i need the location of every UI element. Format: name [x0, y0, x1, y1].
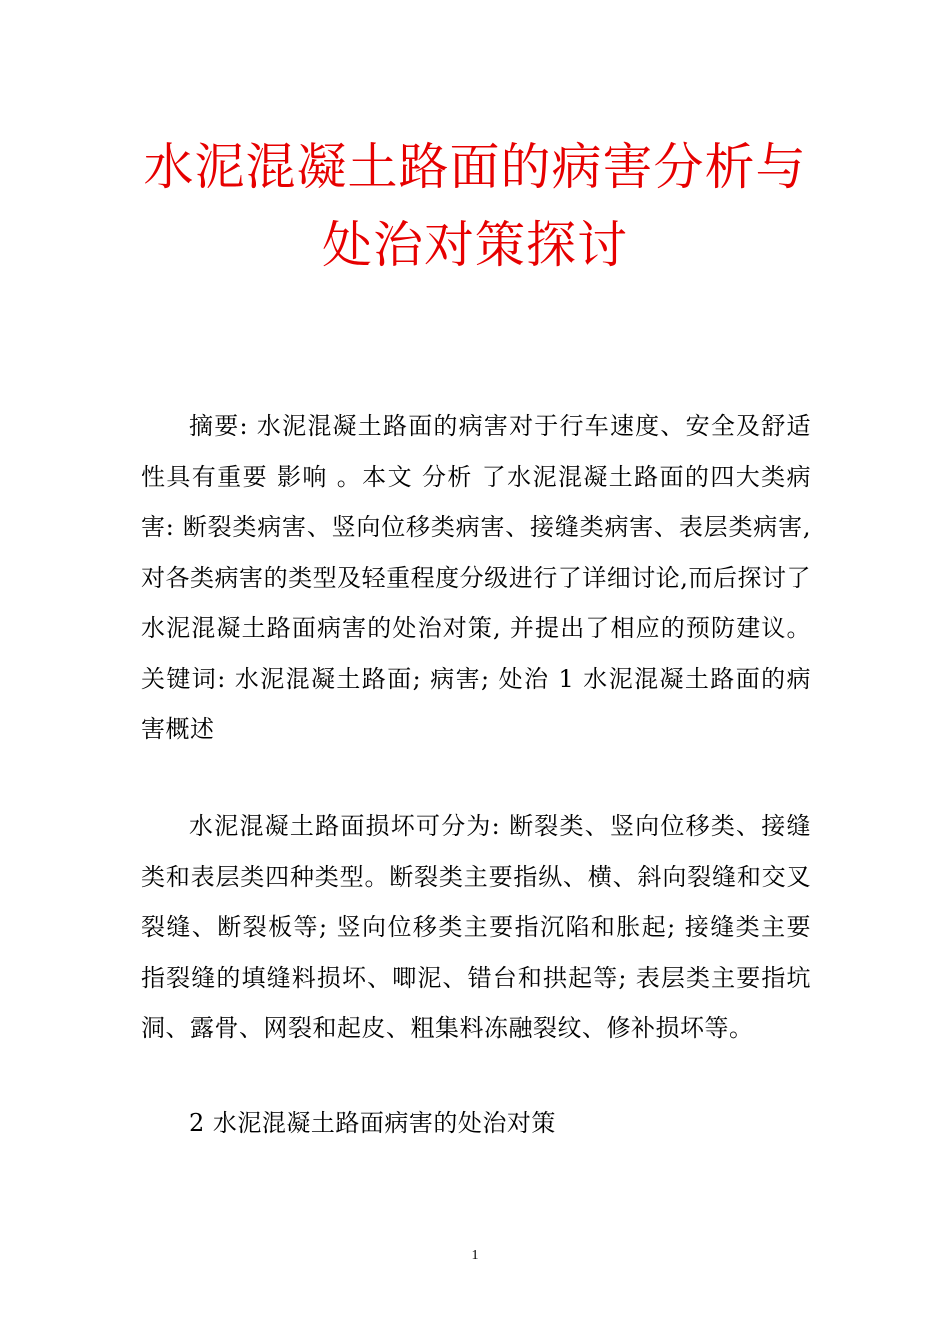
- page-number: 1: [471, 1248, 479, 1263]
- abstract-paragraph: 摘要: 水泥混凝土路面的病害对于行车速度、安全及舒适性具有重要 影响 。本文 分析 了水泥混凝土路面的四大类病害: 断裂类病害、竖向位移类病害、接缝类病害、表层类病害,对各类病害的类型及轻重程度分级进行了详细讨论,而后探讨了水泥混凝土路面病害的处治对策, 并提出了相应的预防建议。 关键词: 水泥混凝土路面; 病害; 处治 1 水泥混凝土路面的病害概述: [141, 412, 811, 743]
- document-title: 水泥混凝土路面的病害分析与处治对策探讨: [143, 138, 807, 274]
- section-heading: 2 水泥混凝土路面病害的处治对策: [189, 1109, 556, 1137]
- body-paragraph: 水泥混凝土路面损坏可分为: 断裂类、竖向位移类、接缝类和表层类四种类型。断裂类主要指纵、横、斜向裂缝和交叉裂缝、断裂板等; 竖向位移类主要指沉陷和胀起; 接缝类主要指裂缝的填缝料损坏、唧泥、错台和拱起等; 表层类主要指坑洞、露骨、网裂和起皮、粗集料冻融裂纹、修补损坏等。: [141, 812, 811, 1042]
